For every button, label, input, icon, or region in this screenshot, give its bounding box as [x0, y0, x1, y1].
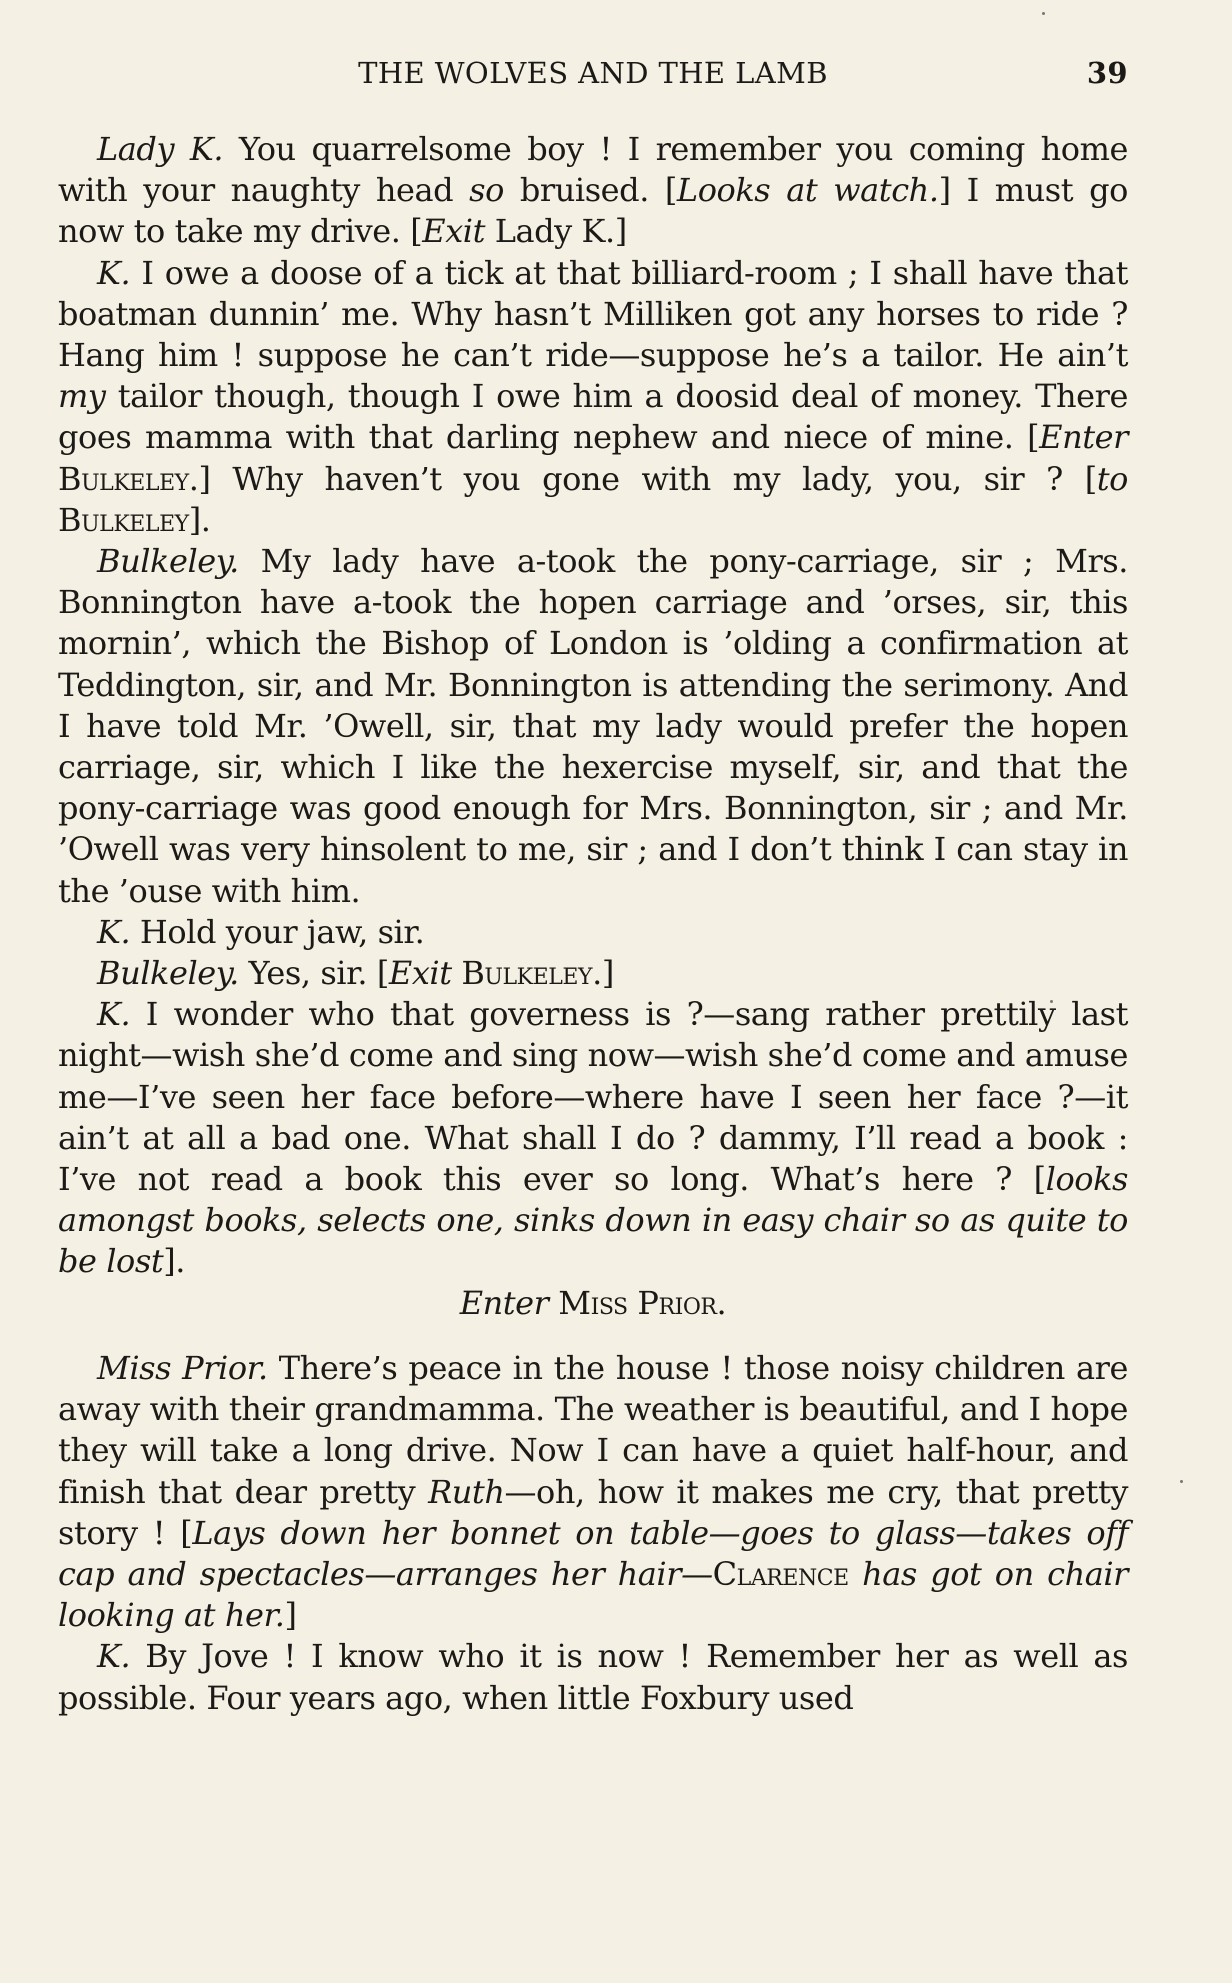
- emphasis: so: [469, 171, 504, 210]
- speech-miss-prior: [58, 1348, 1128, 1636]
- stage-direction: Exit: [388, 954, 452, 993]
- speech-text: bruised. [: [503, 171, 677, 210]
- stage-direction: has got on chair looking at her.: [58, 1554, 1128, 1635]
- speech-text: I owe a doose of a tick at that billiard-room ; I shall have that boatman dunnin’ me. Why hasn’t Milliken got any horses to ride ? Hang him ! suppose he can’t ride—suppose he’s a tailor. He ain’t: [58, 253, 1128, 375]
- speaker-name: K.: [97, 995, 131, 1034]
- speech-text: Hold your jaw, sir.: [130, 912, 425, 951]
- character-name: Clarence: [712, 1554, 849, 1593]
- speech-bulkeley: [58, 953, 1128, 994]
- character-name: Bulkeley: [461, 954, 593, 993]
- speech-text: My lady have a-took the pony-carriage, sir ; Mrs. Bonnington have a-took the hopen carriage and ’orses, sir, this mornin’, which the Bishop of London is ’olding a confirmation at Teddington, sir, and Mr. Bonnington is attending the serimony. And I have told Mr. ’Owell, sir, that my lady would prefer the hopen carriage, sir, which I like the hexercise myself, sir, and that the pony-carriage was good enough for Mrs. Bonnington, sir ; and Mr. ’Owell was very hinsolent to me, sir ; and I don’t think I can stay in the ’ouse with him.: [58, 542, 1128, 910]
- book-title: Ruth: [428, 1472, 505, 1511]
- speech-text: .]: [592, 954, 614, 993]
- speech-text: ]: [284, 1596, 297, 1635]
- speaker-name: Bulkeley.: [97, 542, 239, 581]
- stage-direction: to: [1096, 459, 1128, 498]
- character-name: Miss Prior: [558, 1283, 717, 1322]
- speech-text: Lady K.]: [484, 212, 627, 251]
- stage-direction: Enter: [459, 1283, 549, 1322]
- page-number: 39: [1086, 56, 1128, 90]
- speech-text: There’s peace in the house ! those noisy children are away with their grandmamma. The weather is beautiful, and I hope they will take a long drive. Now I can have a quiet half-hour, and finish that dear pretty: [58, 1348, 1128, 1511]
- speaker-name: K.: [97, 1637, 131, 1676]
- stage-direction: Looks at watch.: [676, 171, 939, 210]
- speech-bulkeley: [58, 541, 1128, 912]
- emphasis: my: [58, 377, 106, 416]
- speech-text: I wonder who that governess is ?—sang rather prettily last night—wish she’d come and sing now—wish she’d come and amuse me—I’ve seen her face before—where have I seen her face ?—it ain’t at all a bad one. What shall I do ? dammy, I’ll read a book : I’ve not read a book this ever so long. What’s here ? [: [58, 995, 1128, 1199]
- stage-direction: Exit: [422, 212, 485, 251]
- speech-k: [58, 912, 1128, 953]
- speaker-name: K.: [97, 253, 131, 292]
- speech-text: By Jove ! I know who it is now ! Remember her as well as possible. Four years ago, when little Foxbury used: [58, 1637, 1128, 1717]
- speech-lady-k: [58, 129, 1128, 253]
- running-title: THE WOLVES AND THE LAMB: [358, 56, 828, 90]
- speech-text: tailor though, though I owe him a doosid deal of money. There goes mamma with that darling nephew and niece of mine. [: [58, 377, 1128, 457]
- stage-direction: Enter: [1039, 418, 1128, 457]
- speck-mark: [1180, 1480, 1183, 1483]
- page-text: [58, 50, 1128, 1719]
- speech-text: Yes, sir. [: [238, 954, 389, 993]
- speech-k: [58, 253, 1128, 541]
- speck-mark: [1042, 12, 1045, 15]
- speech-text: ].: [163, 1242, 185, 1281]
- speech-text: —oh, how it makes me cry, that pretty story ! [: [58, 1472, 1128, 1552]
- speech-k: [58, 1636, 1128, 1718]
- stage-direction: looks amongst books, selects one, sinks down in easy chair so as quite to be lost: [58, 1160, 1128, 1281]
- character-name: Bulkeley: [58, 459, 189, 498]
- running-header: [58, 50, 1128, 106]
- speaker-name: K.: [97, 912, 131, 951]
- stage-entrance: [58, 1283, 1128, 1324]
- speech-text: ] I must go now to take my drive. [: [58, 171, 1128, 251]
- speaker-name: Miss Prior.: [97, 1348, 268, 1387]
- character-name: Bulkeley: [58, 500, 189, 539]
- speaker-name: Lady K.: [97, 130, 224, 168]
- speech-text: .] Why haven’t you gone with my lady, you, sir ? [: [188, 459, 1097, 498]
- speech-text: You quarrelsome boy ! I remember you coming home with your naughty head: [58, 130, 1128, 210]
- speech-text: .: [716, 1283, 727, 1322]
- speech-k: [58, 994, 1128, 1282]
- speaker-name: Bulkeley.: [97, 954, 239, 993]
- stage-direction: Lays down her bonnet on table—goes to glass—takes off cap and spectacles—arranges her hair—: [58, 1513, 1128, 1593]
- speech-text: ].: [188, 500, 211, 539]
- play-text: [58, 129, 1128, 1719]
